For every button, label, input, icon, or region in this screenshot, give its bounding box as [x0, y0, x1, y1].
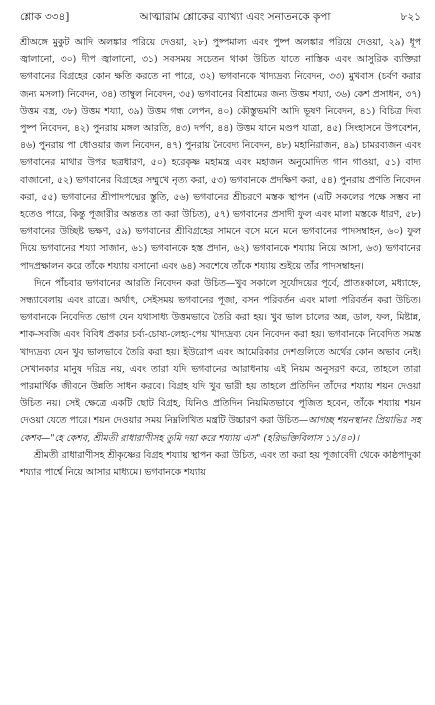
- paragraph: শ্রীঅঙ্গে মুকুট আদি অলঙ্কার পরিয়ে দেওয়া, ২৮) পুষ্পমাল্য এবং পুষ্প অলঙ্কার পরিয়ে দেওয়া, ২৯) ধূপ জ্বালানো, ৩০) দীপ জ্বালানো, ৩১) সবসময় সচেতন থাকা উচিত যাতে নাস্তিক এবং আসুরিক ব্যক্তিরা ভগবানের বিগ্রহের কোন ক্ষতি করতে না পারে, ৩২) ভগবানকে খাদ্যদ্রব্য নিবেদন, ৩৩) মুখবাস (চর্বণ করার জন্য মসলা) নিবেদন, ৩৪) তাম্বুল নিবেদন, ৩৫) ভগবানের বিশ্রামের জন্য উত্তম শয্যা, ৩৬) কেশ প্রসাধন, ৩৭) উত্তম বস্ত্র, ৩৮) উত্তম শয্যা, ৩৯) উত্তম গন্ধ লেপন, ৪০) কৌস্তুভমণি আদি ভূষণ নিবেদন, ৪১) বিচিত্র দিব্য পুষ্প নিবেদন, ৪২) পুনরায় মঙ্গল আরতি, ৪৩) দর্পণ, ৪৪) উত্তম যানে মণ্ডপ যাত্রা, ৪৫) সিংহাসনে উপবেশন, ৪৬) পুনরায় পা ধোওয়ার জল নিবেদন, ৪৭) পুনরায় নৈবেদ্য নিবেদন, ৪৮) মহানিরাজন, ৪৯) চামরব্যজন এবং ভগবানের মাথার উপর ছত্রধারণ, ৫০) হরেকৃষ্ণ মহামন্ত্র এবং মহাজন অনুমোদিত গান গাওয়া, ৫১) বাদ্য বাজানো, ৫২) ভগবানের বিগ্রহের সম্মুখে নৃত্য করা, ৫৩) ভগবানকে প্রদক্ষিণ করা, ৫৪) পুনরায় প্রণতি নিবেদন করা, ৫৫) ভগবানের শ্রীপাদপদ্মের স্তুতি, ৫৬) ভগবানের শ্রীচরণে মস্তক স্থাপন (এটি সকলের পক্ষে সম্ভব না হতেও পারে, কিন্তু পূজারীর অন্ততঃ তা করা উচিত), ৫৭) ভগবানের প্রসাদী ফুল এবং মালা মস্তকে ধারণ, ৫৮) ভগবানের উচ্ছিষ্ট ভক্ষণ, ৫৯) ভগবানের শ্রীবিগ্রহের সামনে বসে মনে মনে ভগবানের পাদসম্বাহন, ৬০) ফুল দিয়ে ভগবানের শয্যা সাজান, ৬১) ভগবানকে হস্ত প্রদান, ৬২) ভগবানকে শয্যায় নিয়ে আসা, ৬৩) ভগবানের পাদপ্রক্ষালন করে তাঁকে শয্যায় বসানো এবং ৬৪) সবশেষে তাঁকে শয্যায় শুইয়ে তাঁর পাদসম্বাহন।: [20, 37, 421, 272]
- chapter-title: আত্মারাম শ্লোকের ব্যাখ্যা এবং সনাতনকে কৃপা: [139, 11, 331, 23]
- running-header: [20, 10, 421, 26]
- paragraph: [20, 275, 421, 447]
- body-text: [20, 34, 421, 481]
- paragraph-text: দিনে পাঁচবার ভগবানের আরতি নিবেদন করা উচিত—খুব সকালে সূর্যোদয়ের পূর্বে, প্রাতঃকালে, মধ্যাহ্নে, সন্ধ্যাবেলায় এবং রাত্রে। অর্থাৎ, সেইসময় ভগবানের পূজা, বসন পরিবর্তন এবং মালা পরিবর্তন করা উচিত। ভগবানকে নিবেদিত ভোগ যেন যথাসাধ্য উত্তমভাবে তৈরি করা হয়। খুব ভাল চালের অন্ন, ডাল, ফল, মিষ্টান্ন, শাক-সবজি এবং বিবিধ প্রকার চর্ব্য-চোষ্য-লেহ্য-পেয় খাদ্যদ্রব্য যেন নিবেদন করা হয়। ভগবানকে নিবেদিত সমস্ত খাদ্যদ্রব্য যেন খুব ভালভাবে তৈরি করা হয়। ইউরোপ এবং আমেরিকার দেশগুলিতে অর্থের কোন অভাব নেই। সেখানকার মানুষ দরিদ্র নয়, এবং তারা যদি ভগবানের আরাধনায় এই নিয়ম অনুসরণ করে, তাহলে তারা পারমার্থিক জীবনে উন্নতি সাধন করবে। বিগ্রহ যদি খুব ভারী হয় তাহলে প্রতিদিন তাঁদের শয্যায় শয়ন দেওয়া উচিত নয়। সেই ক্ষেত্রে একটি ছোট বিগ্রহ, যিনিও প্রতিদিন নিয়মিতভাবে পূজিত হবেন, তাঁকে শয্যায় শয়ন দেওয়া যেতে পারে। শয়ন দেওয়ার সময় নিম্নলিখিত মন্ত্রটি উচ্চারণ করা উচিত—: [20, 277, 421, 427]
- page-number: ৮২১: [400, 11, 421, 23]
- verse-label: শ্লোক ৩৩৪]: [20, 11, 70, 23]
- mantra-quote: আগচ্ছ শয়নস্থানং প্রিয়াভিঃ সহ কেশব—"হে কেশব, শ্রীমতী রাধারাণীসহ তুমি দয়া করে শয্যায় এস" (হরিভক্তিবিলাস ১১/৪০)।: [20, 415, 421, 444]
- paragraph: শ্রীমতী রাধারাণীসহ শ্রীকৃষ্ণের বিগ্রহ শয্যায় স্থাপন করা উচিত, এবং তা করা হয় পূজাবেদী থেকে কাষ্ঠপাদুকা শয্যার পার্শ্বে নিয়ে আসার মাধ্যমে। ভগবানকে শয্যায়: [20, 449, 421, 479]
